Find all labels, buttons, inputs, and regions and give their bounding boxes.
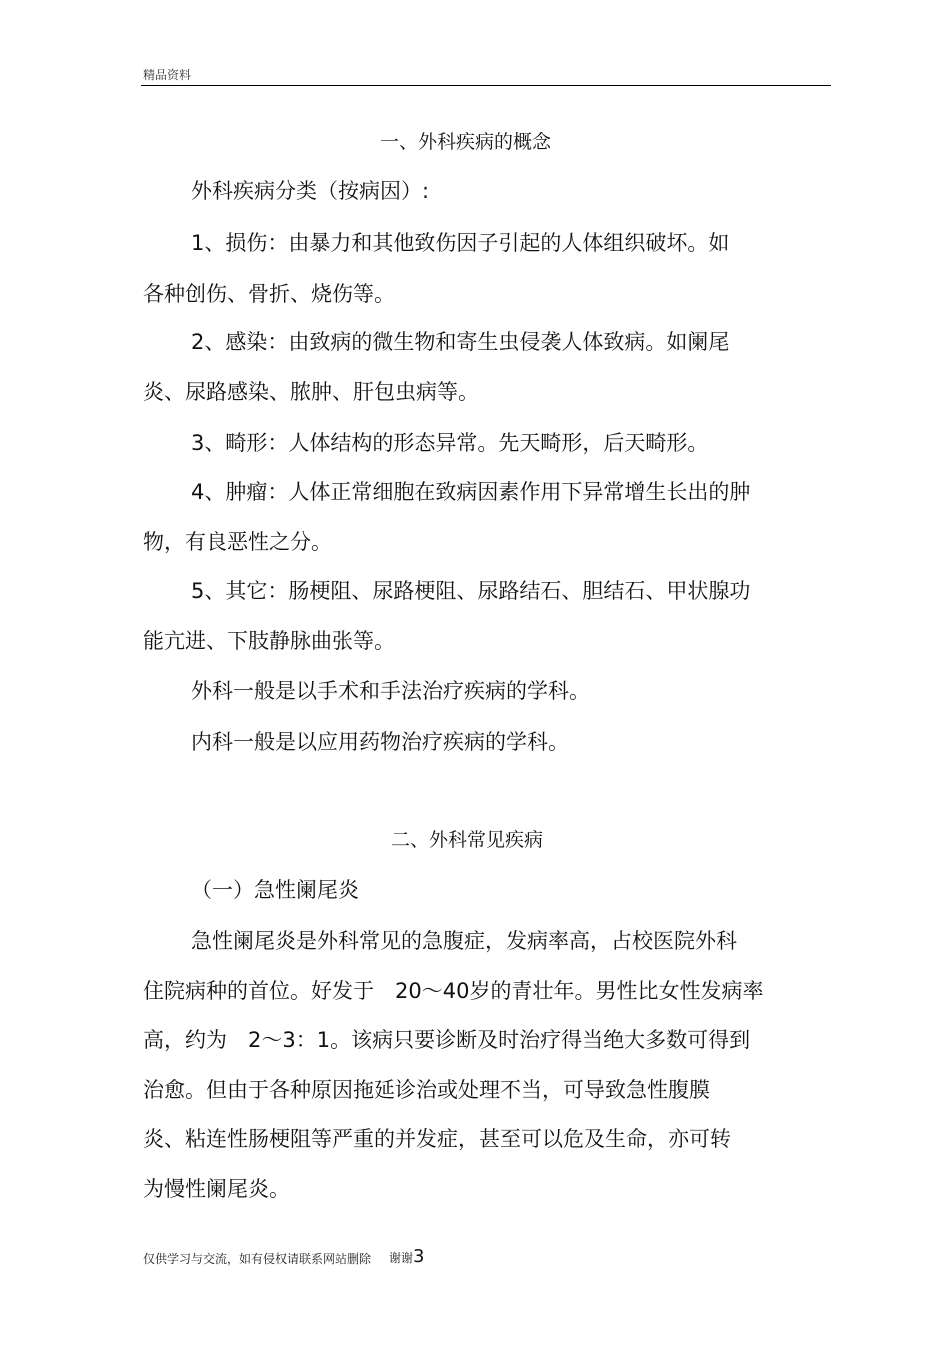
- internal-medicine-definition: 内科一般是以应用药物治疗疾病的学科。: [191, 730, 569, 754]
- item-2-line-2: 炎、尿路感染、脓肿、肝包虫病等。: [143, 380, 479, 404]
- paragraph-line-5: 炎、粘连性肠梗阻等严重的并发症，甚至可以危及生命，亦可转: [143, 1127, 731, 1151]
- header-divider: [141, 85, 831, 86]
- paragraph-line-1: 急性阑尾炎是外科常见的急腹症，发病率高，占校医院外科: [191, 929, 737, 953]
- classification-intro: 外科疾病分类（按病因）:: [191, 179, 430, 203]
- item-1-line-2: 各种创伤、骨折、烧伤等。: [143, 282, 395, 306]
- surgery-definition: 外科一般是以手术和手法治疗疾病的学科。: [191, 679, 590, 703]
- page-number: 3: [413, 1246, 425, 1267]
- paragraph-line-3: 高，约为 2～3：1。该病只要诊断及时治疗得当绝大多数可得到: [143, 1028, 751, 1052]
- item-5-line-2: 能亢进、下肢静脉曲张等。: [143, 629, 395, 653]
- footer-notice: 仅供学习与交流，如有侵权请联系网站删除: [143, 1252, 372, 1266]
- item-1-line-1: 1、损伤：由暴力和其他致伤因子引起的人体组织破坏。如: [191, 231, 730, 255]
- item-4-line-2: 物，有良恶性之分。: [143, 530, 332, 554]
- item-5-line-1: 5、其它：肠梗阻、尿路梗阻、尿路结石、胆结石、甲状腺功: [191, 579, 751, 603]
- paragraph-line-2: 住院病种的首位。好发于 20～40岁的青壮年。男性比女性发病率: [143, 979, 764, 1003]
- header-label: 精品资料: [143, 68, 192, 82]
- item-2-line-1: 2、感染：由致病的微生物和寄生虫侵袭人体致病。如阑尾: [191, 330, 730, 354]
- item-4-line-1: 4、肿瘤：人体正常细胞在致病因素作用下异常增生长出的肿: [191, 480, 751, 504]
- paragraph-line-4: 治愈。但由于各种原因拖延诊治或处理不当，可导致急性腹膜: [143, 1078, 710, 1102]
- section-1-title: 一、外科疾病的概念: [380, 131, 552, 153]
- footer-thanks: 谢谢: [389, 1251, 414, 1265]
- subsection-title: （一）急性阑尾炎: [191, 878, 359, 902]
- section-2-title: 二、外科常见疾病: [391, 829, 544, 851]
- paragraph-line-6: 为慢性阑尾炎。: [143, 1177, 290, 1201]
- item-3-line-1: 3、畸形：人体结构的形态异常。先天畸形，后天畸形。: [191, 431, 709, 455]
